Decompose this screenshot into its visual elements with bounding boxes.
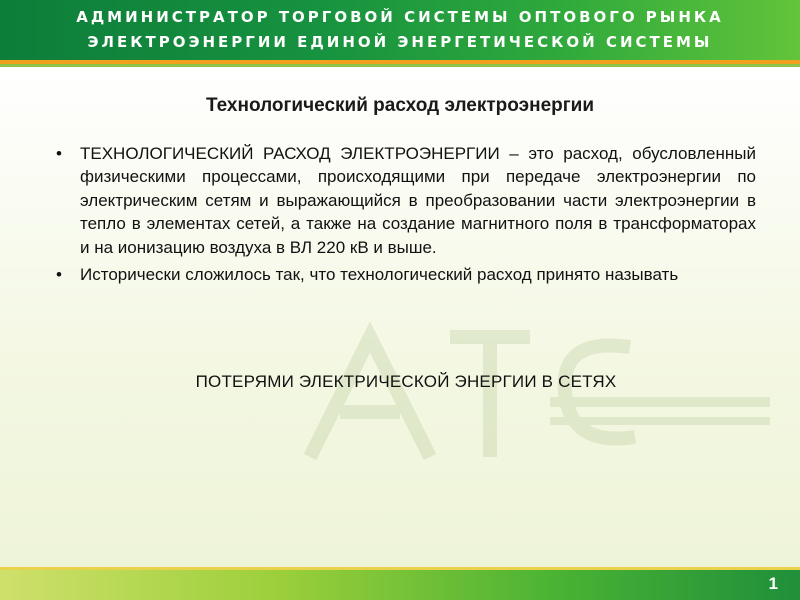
- header-title-line-2: ЭЛЕКТРОЭНЕРГИИ ЕДИНОЙ ЭНЕРГЕТИЧЕСКОЙ СИСТЕМЫ: [87, 33, 713, 51]
- list-item: [56, 263, 756, 286]
- header-banner: [0, 0, 800, 60]
- bullet-list: [56, 142, 756, 290]
- header-title-line-1: АДМИНИСТРАТОР ТОРГОВОЙ СИСТЕМЫ ОПТОВОГО РЫНКА: [76, 8, 724, 26]
- watermark-logo-icon: [300, 317, 780, 477]
- bullet-icon: •: [56, 144, 62, 163]
- page-number: 1: [768, 574, 778, 593]
- slide-content: [0, 67, 800, 567]
- list-item: [56, 142, 756, 259]
- bullet-text: Исторически сложилось так, что технологический расход принято называть: [80, 265, 679, 285]
- emphasis-text: ПОТЕРЯМИ ЭЛЕКТРИЧЕСКОЙ ЭНЕРГИИ В СЕТЯХ: [195, 372, 617, 391]
- footer-bar: [0, 567, 800, 600]
- slide-title: Технологический расход электроэнергии: [205, 95, 595, 116]
- footer-accent-stripe: [0, 567, 800, 570]
- bullet-icon: •: [56, 265, 62, 285]
- bullet-text: ТЕХНОЛОГИЧЕСКИЙ РАСХОД ЭЛЕКТРОЭНЕРГИИ – это расход, обусловленный физическими процессами, происходящими при передаче электроэнергии по электрическим сетям и выражающийся в преобразовании части электроэнергии в тепло в элементах сетей, а также на создание магнитного поля в трансформаторах и на ионизацию воздуха в ВЛ 220 кВ и выше.: [80, 144, 756, 257]
